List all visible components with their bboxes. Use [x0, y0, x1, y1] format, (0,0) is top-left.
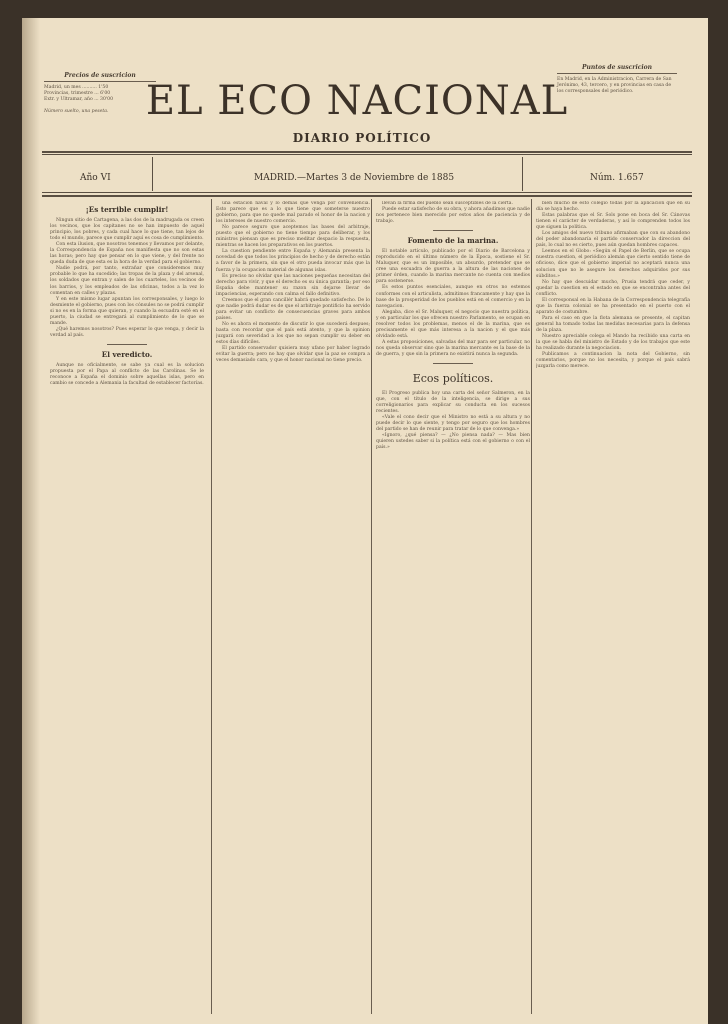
section-divider — [433, 363, 473, 364]
box-line: Madrid, un mes .......... 1'50 — [44, 85, 109, 90]
column-rule-3 — [531, 199, 532, 1014]
article-paragraph: La cuestion pendiente entre España y Alemania presenta la novedad de que todos los principios de hecho y de derecho están a favor de la primera, sin que el otro pueda invocar más que la fuerza y la ocupacion material de algunas islas. — [216, 249, 370, 273]
section-divider — [433, 230, 473, 231]
issue-number: Núm. 1.657 — [590, 173, 644, 183]
newspaper-page — [22, 18, 708, 1024]
article-paragraph: No hay que descuidar mucho, Prusia tendrá que ceder, y quedar la cuestion en el estado en que se encontraba antes del conflicto. — [536, 279, 690, 297]
subscription-points-title: Puntos de suscricion — [581, 64, 653, 71]
article-paragraph: Alegaba, dice el Sr. Maluquer, el negocio que nuestra política, y en particular los que ofrecen nuestro Parlamento, se ocupan en resolver todos los problemas, menos el de la marina, que es precisamente el que más interesa a la nacion y el que más olvidado está. — [376, 309, 530, 339]
dateline-divider-right — [522, 157, 523, 191]
column-rule-1 — [211, 199, 212, 1014]
column-4 — [536, 201, 690, 1011]
issue-year: Año VI — [80, 173, 111, 183]
article-paragraph: llevan la firma del pueblo sean susceptibles de la cierta. — [382, 201, 513, 206]
column-2 — [216, 201, 370, 1011]
article-paragraph: «Vale el cono decir que el Ministro no está a su altura y no puede decir lo que siente, y tengo por seguro que los hombres del partido se han de reunir para tratar de lo que convenga.» — [376, 415, 530, 433]
article-paragraph: Puede estar satisfecho de su obra, y ahora añadimos que nadie nos pertenece bien merecido por estos años de paciencia y de trabajo. — [376, 207, 530, 225]
subscription-prices-title: Precios de suscricion — [64, 72, 136, 79]
box-rule — [557, 73, 677, 74]
dateline-divider-left — [152, 157, 153, 191]
section-title: Fomento de la marina. — [407, 236, 499, 246]
article-paragraph: Ningun sitio de Cartagena, a las dos de la madrugada os creen los vecinos, que los capitanes no se han impuesto de aquel principio, los pobres, y cada cual hace lo que tiene, tan lejos de todo el mundo, parece que cumplir aquí es cosa de cumplimiento. — [50, 218, 204, 242]
header-bottom-rule-thin — [42, 192, 692, 193]
article-paragraph: El partido conservador quisiera muy ufano por haber logrado evitar la guerra; pero no hay que olvidar que la paz se compra a veces demasiado cara, y que el honor nacional no tiene precio. — [216, 346, 370, 364]
box-line: Provincias, trimestre ... 6'00 — [44, 91, 111, 96]
article-paragraph: Los amigos del nuevo tribuno afirmaban que con su abandono del poder abandonaría el partido conservador la direccion del país, lo cual no es cierto, pues aún quedan hombres capaces. — [536, 231, 690, 249]
article-paragraph: Con esta ilusion, que nosotros tenemos y llevamos por delante, la Correspondencia de España nos manifiesta que no son estas las horas; pero hay que pensar en lo que viene, y del frente no queda duda de que esta es la hora de la verdad para el gobierno. — [50, 242, 204, 266]
article-paragraph: Para el caso en que la flota alemana se presente, el capitan general ha tomado todas las medidas necesarias para la defensa de la plaza. — [536, 315, 690, 333]
header-top-rule — [42, 151, 692, 153]
article-paragraph: El Progreso publica hoy una carta del señor Salmeron, en la que, con el título de la inteligencia, se dirige a sus correligionarios para explicar su conducta en los sucesos recientes. — [376, 391, 530, 415]
article-paragraph: Es estos puntos esenciales, aunque en otros no estemos conformes con el articulista, admitimos francamente y hay que la base de la prosperidad de los pueblos está en el comercio y en la navegacion. — [376, 285, 530, 309]
article-paragraph: Publicamos a continuacion la nota del Gobierno, sin comentarios, porque no los necesita, y porque el país sabrá juzgarla como merece. — [536, 352, 690, 370]
article-paragraph: A estas proposiciones, salvadas del mar para ser particular, no nos queda observar sino que la marina mercante es la base de la de guerra, y que sin la primera no existirá nunca la segunda. — [376, 339, 530, 357]
article-paragraph: Leemos en el Globo: «Según el Papel de Berlin, que se ocupa nuestra cuestion, el periódico alemán que cierto sentido tiene de oficioso, dice que el gobierno imperial no aceptará nunca una solucion que no le asegure los derechos adquiridos por sus súbditos.» — [536, 249, 690, 279]
section-title: Ecos políticos. — [412, 372, 494, 386]
article-paragraph: No es ahora el momento de discutir lo que sucederá despues; basta con recordar que el país está atento, y que la opinion juzgará con severidad a los que no sepan cumplir su deber en estos días difíciles. — [216, 321, 370, 346]
article-paragraph: Nadie podrá, por tanto, extrañar que consideremos muy probable lo que ha sucedido; las tropas de la plaza y del arsenal, los soldados que entran y salen de los cuarteles, los vecinos de los barrios, y los empleados de las oficinas, todos a la vez lo comentan en calles y plazas. — [50, 266, 204, 296]
column-rule-2 — [371, 199, 372, 1014]
article-paragraph: Aunque no oficialmente, se sabe ya cual es la solucion propuesta por el Papa al conflicto de las Carolinas. Se le reconoce a España el dominio sobre aquellas islas, pero en cambio se concede a Alemania la facultad de establecer factorías. — [50, 362, 204, 387]
article-paragraph: ¿Qué haremos nosotros? Pues esperar lo que venga, y decir la verdad al país. — [50, 326, 204, 338]
article-paragraph: Nuestro apreciable colega el Mando ha recibido una carta en la que se habla del ministro de Estado y de los trabajos que este ha realizado durante la negociacion. — [536, 334, 690, 352]
article-paragraph: una estacion naval y lo demás que venga por conveniencia. Esto parece que es a lo que tiene que someterse nuestro gobierno, para que no quede mal parado el honor de la nacion y los intereses de nuestro comercio. — [216, 201, 370, 225]
subtitle: DIARIO POLÍTICO — [292, 131, 432, 145]
box-line: Extr. y Ultramar, año ... 30'00 — [44, 97, 114, 102]
article-paragraph: Estas palabras que el Sr. Sols pone en boca del Sr. Cánovas tienen el carácter de verdaderas, y así lo comprenden todos los que siguen la política. — [536, 213, 690, 231]
article-paragraph: Es preciso no olvidar que las naciones pequeñas necesitan del derecho para vivir, y que el derecho es su única garantía; por eso España debe mantener su razon sin dejarse llevar de impaciencias, esperando con calma el fallo definitivo. — [216, 273, 370, 297]
section-title: El veredicto. — [101, 349, 153, 359]
masthead: EL ECO NACIONAL — [145, 78, 569, 124]
article-paragraph: Creemos que el gran cancillér habrá quedado satisfecho. De lo que nadie podrá dudar es de que el arbitraje pontificio ha servido para evitar un conflicto de consecuencias graves para ambos países. — [216, 297, 370, 321]
column-3 — [376, 201, 530, 1011]
section-divider — [107, 344, 147, 345]
single-issue-note: Número suelto, una peseta. — [44, 109, 109, 114]
header-top-rule-thin — [42, 154, 692, 155]
page-fold-shadow — [22, 18, 40, 1024]
article-paragraph: «Ignoro, ¿qué piensa? — ¿No piensa nada? — Mas bien quieren ustedes saber si la política está con el gobierno o con el país.» — [376, 433, 530, 451]
header-bottom-rule — [42, 195, 692, 197]
article-paragraph: El corresponsal en la Habana de la Correspondencia telegrafía que la fuerza colonial se ha presentado en el puerto con el aparato de costumbre. — [536, 297, 690, 315]
article-paragraph: No parece seguro que aceptemos las bases del arbitraje, puesto que el gobierno no tiene tiempo para deliberar, y los ministros piensan que es preciso meditar despacio la respuesta, mientras se hacen los preparativos en los puertos. — [216, 225, 370, 249]
column-1 — [50, 201, 204, 1011]
issue-date: MADRID.—Martes 3 de Noviembre de 1885 — [254, 173, 455, 183]
article-paragraph: Y en este mismo lugar apuntan los corresponsales, y luego lo desmiente el gobierno, pues con los cónsules no se podrá cumplir si no es en la forma que quieran, y cuando la escuadra esté en el puerto, la ciudad se entregará al cumplimiento de lo que se mande. — [50, 296, 204, 326]
box-line: En Madrid, en la Administracion, Carrera de San Jerónimo, 43, tercero, y en provincias en casa de los corresponsales del periódico. — [557, 77, 672, 94]
article-paragraph: El notable artículo, publicado por el Diario de Barcelona y reproducido en el último número de la Época, sostiene el Sr. Maluquer, que es un imposible, un absurdo, pretender que se cree una escuadra de guerra a la altura de las naciones de primer órden, cuando la marina mercante no cuenta con medios para sostenerse. — [376, 249, 530, 285]
article-paragraph: bien mucho de esto colegió todas por la aplicacion que en su día se haya hecho. — [536, 201, 690, 213]
section-title: ¡Es terrible cumplir! — [85, 205, 169, 214]
